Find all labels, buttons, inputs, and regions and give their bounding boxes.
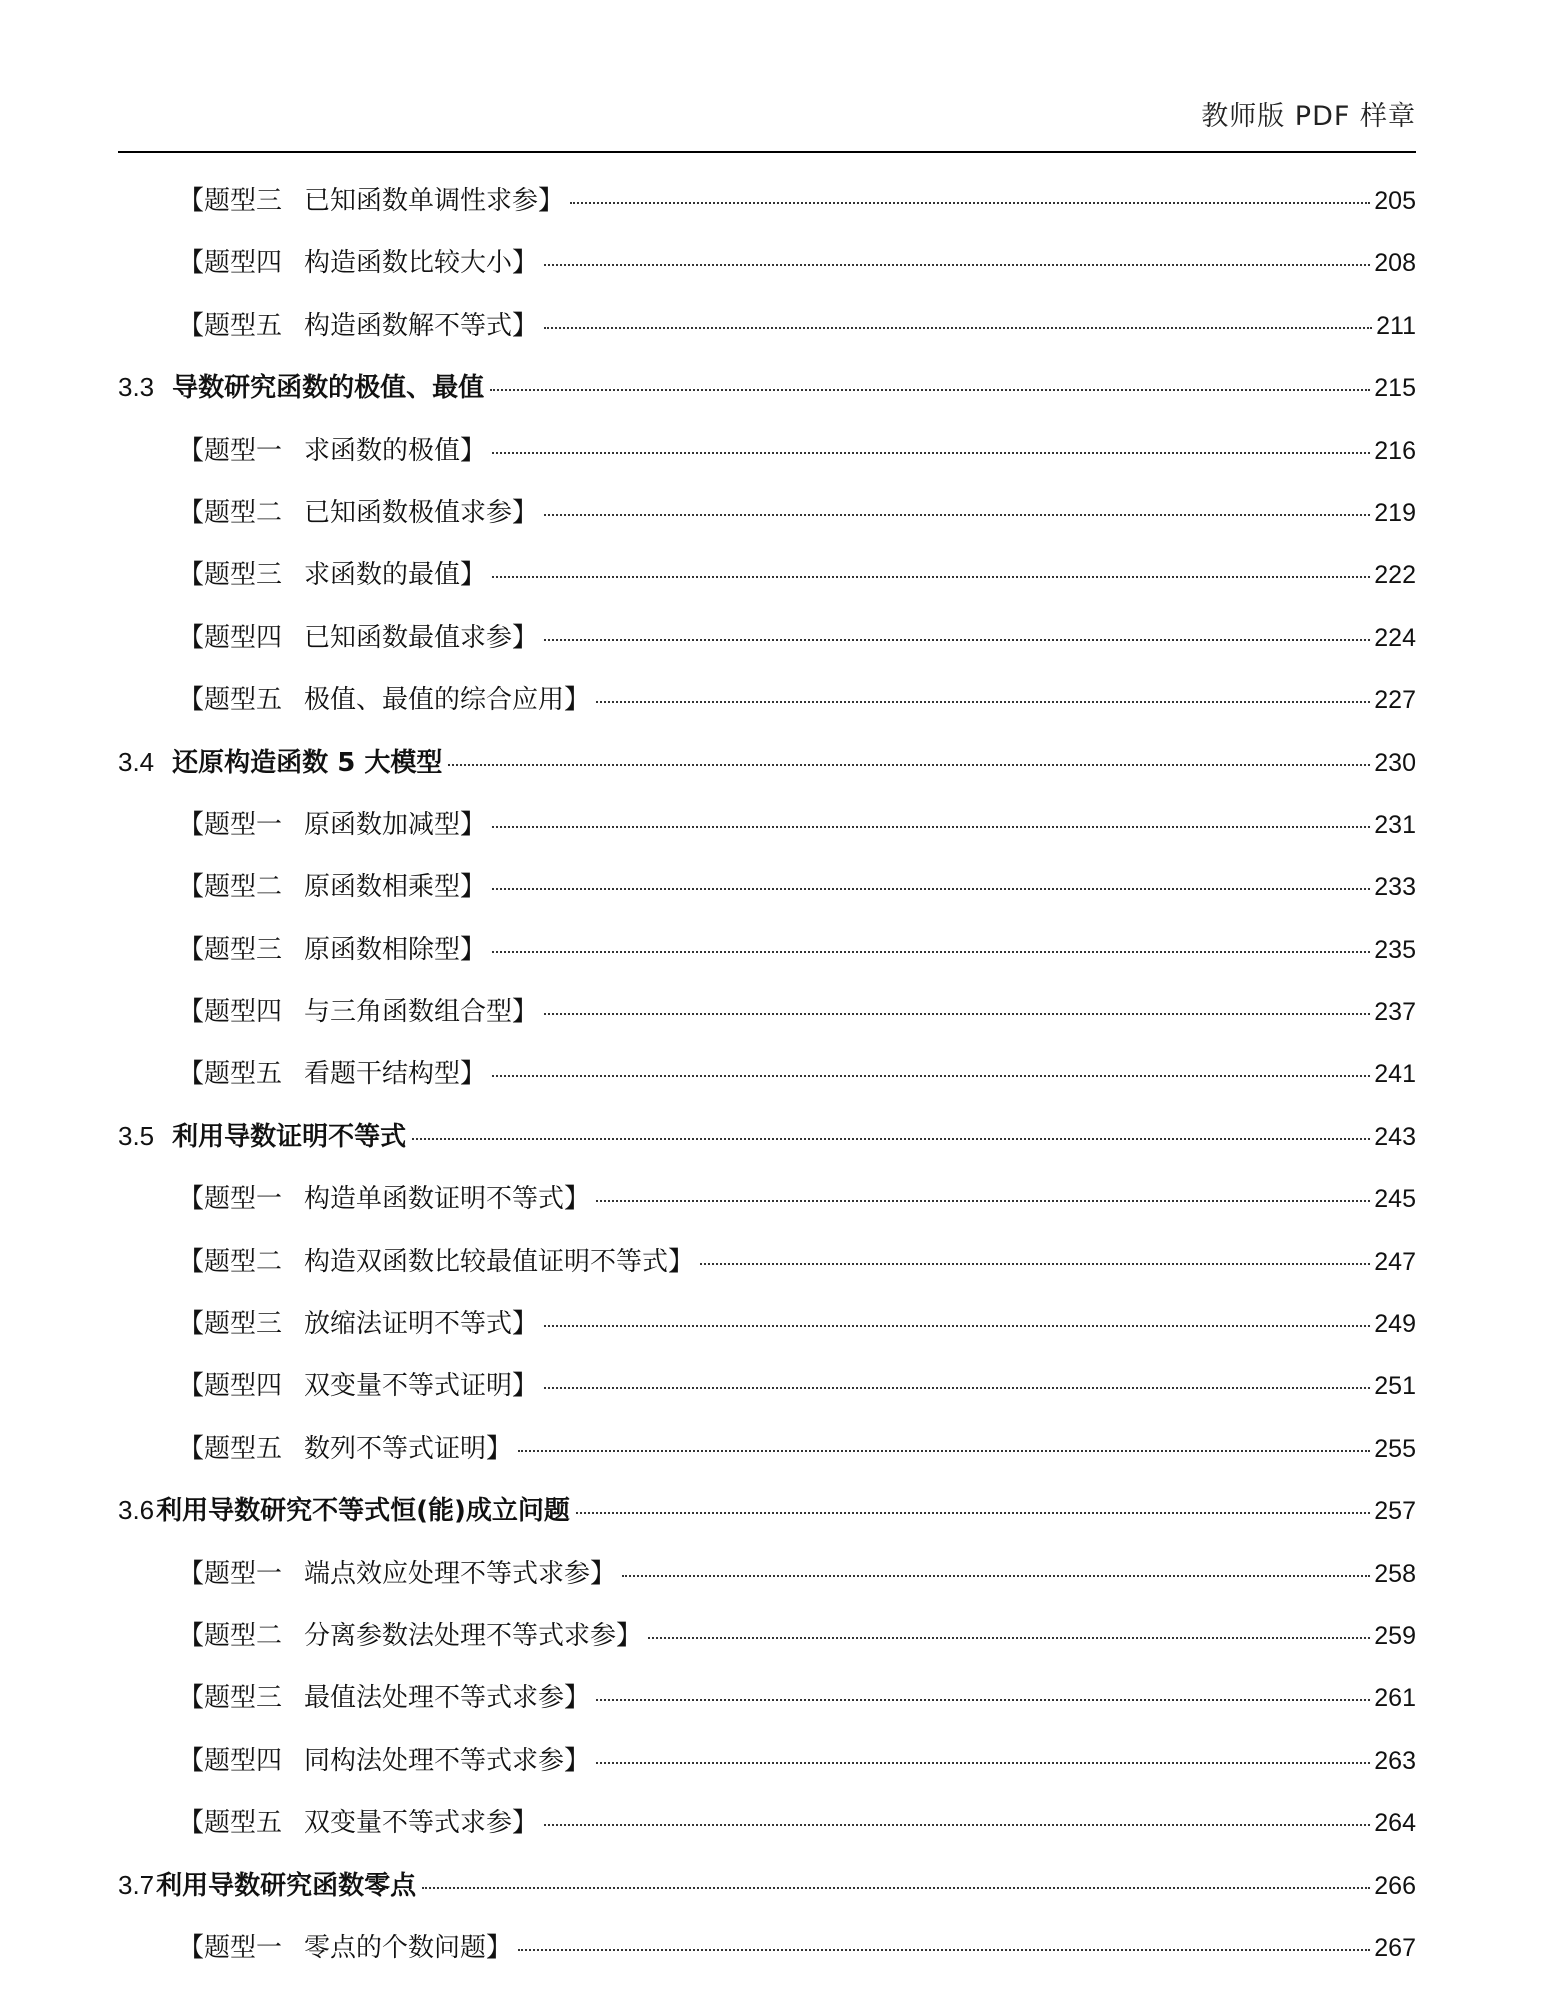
toc-entry-title: 导数研究函数的极值、最值 (172, 373, 485, 404)
page-number: 211 (1376, 311, 1416, 340)
dot-leader (544, 327, 1372, 329)
page-number: 264 (1374, 1809, 1416, 1838)
question-type-title: 分离参数法处理不等式求参】 (304, 1620, 643, 1651)
toc-subentry[interactable] (118, 1677, 1416, 1739)
page-number: 257 (1374, 1497, 1416, 1526)
dot-leader (422, 1887, 1370, 1889)
dot-leader (544, 1387, 1370, 1389)
page-number: 241 (1374, 1060, 1416, 1089)
toc-entry-title (178, 929, 486, 966)
header-divider (118, 151, 1416, 153)
toc-section-entry[interactable] (118, 742, 1416, 804)
page-number: 259 (1374, 1621, 1416, 1650)
table-of-contents (118, 180, 1416, 1989)
question-type-title: 与三角函数组合型】 (304, 997, 539, 1028)
toc-subentry[interactable] (118, 804, 1416, 866)
toc-subentry[interactable] (118, 180, 1416, 242)
question-type-title: 放缩法证明不等式】 (304, 1309, 539, 1340)
toc-entry-title (178, 866, 486, 903)
dot-leader (492, 951, 1370, 953)
dot-leader (596, 1762, 1370, 1764)
toc-entry-title (178, 242, 538, 279)
toc-subentry[interactable] (118, 1178, 1416, 1240)
toc-subentry[interactable] (118, 1053, 1416, 1115)
toc-subentry[interactable] (118, 1365, 1416, 1427)
toc-entry-title (178, 1927, 512, 1964)
page-number: 227 (1374, 686, 1416, 715)
toc-entry-title (178, 1053, 486, 1090)
toc-entry-title: 利用导数证明不等式 (172, 1121, 407, 1152)
question-type-title: 双变量不等式求参】 (304, 1808, 539, 1839)
page-number: 243 (1374, 1122, 1416, 1151)
toc-subentry[interactable] (118, 305, 1416, 367)
page-number: 258 (1374, 1559, 1416, 1588)
dot-leader (492, 576, 1370, 578)
toc-subentry[interactable] (118, 554, 1416, 616)
dot-leader (518, 1450, 1370, 1452)
toc-entry-title (178, 305, 538, 342)
question-type-title: 看题干结构型】 (304, 1059, 487, 1090)
section-number: 3.4 (118, 746, 155, 777)
page-number: 251 (1374, 1372, 1416, 1401)
toc-subentry[interactable] (118, 1927, 1416, 1989)
question-type-title: 零点的个数问题】 (304, 1932, 513, 1963)
question-type-label: 【题型五 (178, 1808, 283, 1839)
toc-entry-title (178, 1553, 616, 1590)
toc-entry-title (178, 617, 538, 654)
page-number: 267 (1374, 1933, 1416, 1962)
toc-entry-title (178, 1178, 590, 1215)
question-type-title: 构造双函数比较最值证明不等式】 (304, 1246, 695, 1277)
question-type-title: 原函数加减型】 (304, 809, 487, 840)
page-number: 247 (1374, 1247, 1416, 1276)
section-number: 3.7 (118, 1869, 155, 1900)
toc-entry-title (178, 1303, 538, 1340)
dot-leader (544, 264, 1370, 266)
toc-subentry[interactable] (118, 492, 1416, 554)
question-type-label: 【题型二 (178, 872, 283, 903)
toc-section-entry[interactable] (118, 1116, 1416, 1178)
page-number: 222 (1374, 561, 1416, 590)
question-type-label: 【题型二 (178, 1620, 283, 1651)
toc-entry-title: 利用导数研究函数零点 (156, 1870, 417, 1901)
page-number: 219 (1374, 498, 1416, 527)
page-number: 215 (1374, 374, 1416, 403)
toc-entry-title (178, 1802, 538, 1839)
question-type-label: 【题型一 (178, 1932, 283, 1963)
question-type-label: 【题型二 (178, 1246, 283, 1277)
question-type-label: 【题型五 (178, 310, 283, 341)
question-type-title: 原函数相除型】 (304, 934, 487, 965)
page-number: 266 (1374, 1871, 1416, 1900)
question-type-title: 已知函数最值求参】 (304, 622, 539, 653)
dot-leader (518, 1949, 1370, 1951)
page-number: 224 (1374, 623, 1416, 652)
dot-leader (492, 1075, 1370, 1077)
question-type-title: 双变量不等式证明】 (304, 1371, 539, 1402)
toc-entry-title: 还原构造函数 5 大模型 (172, 747, 443, 778)
question-type-title: 求函数的极值】 (304, 435, 487, 466)
question-type-label: 【题型三 (178, 1683, 283, 1714)
toc-entry-title (178, 1365, 538, 1402)
question-type-label: 【题型三 (178, 186, 283, 216)
page-number: 255 (1374, 1434, 1416, 1463)
question-type-title: 原函数相乘型】 (304, 872, 487, 903)
question-type-label: 【题型四 (178, 1745, 283, 1776)
dot-leader (570, 202, 1370, 204)
toc-entry-title (178, 679, 590, 716)
toc-entry-title (178, 492, 538, 529)
question-type-label: 【题型四 (178, 1371, 283, 1402)
question-type-title: 构造函数比较大小】 (304, 248, 539, 279)
question-type-title: 已知函数单调性求参】 (304, 186, 565, 216)
dot-leader (596, 1200, 1370, 1202)
toc-subentry[interactable] (118, 1615, 1416, 1677)
toc-subentry[interactable] (118, 1428, 1416, 1490)
toc-entry-title (178, 554, 486, 591)
toc-entry-title: 利用导数研究不等式恒(能)成立问题 (156, 1496, 570, 1527)
question-type-label: 【题型三 (178, 934, 283, 965)
toc-section-entry[interactable] (118, 367, 1416, 429)
dot-leader (492, 452, 1370, 454)
dot-leader (544, 639, 1370, 641)
toc-entry-title (178, 991, 538, 1028)
toc-section-entry[interactable] (118, 1865, 1416, 1927)
question-type-label: 【题型四 (178, 997, 283, 1028)
page-number: 235 (1374, 935, 1416, 964)
page-number: 245 (1374, 1185, 1416, 1214)
question-type-label: 【题型一 (178, 1184, 283, 1215)
dot-leader (596, 701, 1370, 703)
toc-entry-title (178, 1677, 590, 1714)
toc-subentry[interactable] (118, 1241, 1416, 1303)
question-type-label: 【题型一 (178, 1558, 283, 1589)
toc-entry-title (178, 1615, 642, 1652)
toc-subentry[interactable] (118, 1553, 1416, 1615)
dot-leader (544, 1013, 1370, 1015)
section-number: 3.3 (118, 372, 155, 403)
question-type-label: 【题型一 (178, 435, 283, 466)
question-type-label: 【题型三 (178, 1309, 283, 1340)
toc-entry-title (178, 1428, 512, 1465)
dot-leader (622, 1575, 1370, 1577)
dot-leader (700, 1263, 1370, 1265)
dot-leader (448, 764, 1370, 766)
page-number: 237 (1374, 998, 1416, 1027)
question-type-label: 【题型五 (178, 685, 283, 716)
question-type-label: 【题型二 (178, 497, 283, 528)
toc-entry-title (178, 804, 486, 841)
dot-leader (648, 1637, 1370, 1639)
dot-leader (576, 1512, 1370, 1514)
toc-entry-title (178, 1241, 694, 1278)
dot-leader (544, 1824, 1370, 1826)
page-number: 249 (1374, 1310, 1416, 1339)
dot-leader (492, 888, 1370, 890)
toc-subentry[interactable] (118, 866, 1416, 928)
question-type-title: 极值、最值的综合应用】 (304, 685, 591, 716)
page-number: 263 (1374, 1746, 1416, 1775)
toc-subentry[interactable] (118, 1303, 1416, 1365)
section-number: 3.5 (118, 1120, 155, 1151)
dot-leader (490, 389, 1370, 391)
toc-subentry[interactable] (118, 1740, 1416, 1802)
question-type-title: 端点效应处理不等式求参】 (304, 1558, 617, 1589)
question-type-label: 【题型三 (178, 560, 283, 591)
toc-section-entry[interactable] (118, 1490, 1416, 1552)
toc-entry-title (178, 180, 564, 217)
dot-leader (596, 1699, 1370, 1701)
toc-subentry[interactable] (118, 430, 1416, 492)
question-type-title: 已知函数极值求参】 (304, 497, 539, 528)
question-type-title: 构造函数解不等式】 (304, 310, 539, 341)
page-number: 233 (1374, 873, 1416, 902)
toc-subentry[interactable] (118, 679, 1416, 741)
page-number: 216 (1374, 436, 1416, 465)
question-type-title: 数列不等式证明】 (304, 1433, 513, 1464)
toc-entry-title (178, 430, 486, 467)
question-type-label: 【题型五 (178, 1059, 283, 1090)
dot-leader (544, 1325, 1370, 1327)
page-header: 教师版 PDF 样章 (1201, 101, 1416, 132)
page-number: 205 (1374, 187, 1416, 215)
toc-subentry[interactable] (118, 929, 1416, 991)
dot-leader (544, 514, 1370, 516)
question-type-label: 【题型一 (178, 809, 283, 840)
toc-entry-title (178, 1740, 590, 1777)
page-number: 230 (1374, 748, 1416, 777)
question-type-label: 【题型四 (178, 248, 283, 279)
toc-subentry[interactable] (118, 991, 1416, 1053)
question-type-label: 【题型四 (178, 622, 283, 653)
question-type-title: 求函数的最值】 (304, 560, 487, 591)
question-type-title: 同构法处理不等式求参】 (304, 1745, 591, 1776)
toc-subentry[interactable] (118, 617, 1416, 679)
question-type-label: 【题型五 (178, 1433, 283, 1464)
page-number: 231 (1374, 810, 1416, 839)
question-type-title: 最值法处理不等式求参】 (304, 1683, 591, 1714)
toc-subentry[interactable] (118, 242, 1416, 304)
dot-leader (492, 826, 1370, 828)
question-type-title: 构造单函数证明不等式】 (304, 1184, 591, 1215)
section-number: 3.6 (118, 1495, 155, 1526)
page-number: 261 (1374, 1684, 1416, 1713)
dot-leader (412, 1138, 1370, 1140)
toc-subentry[interactable] (118, 1802, 1416, 1864)
page-number: 208 (1374, 249, 1416, 278)
